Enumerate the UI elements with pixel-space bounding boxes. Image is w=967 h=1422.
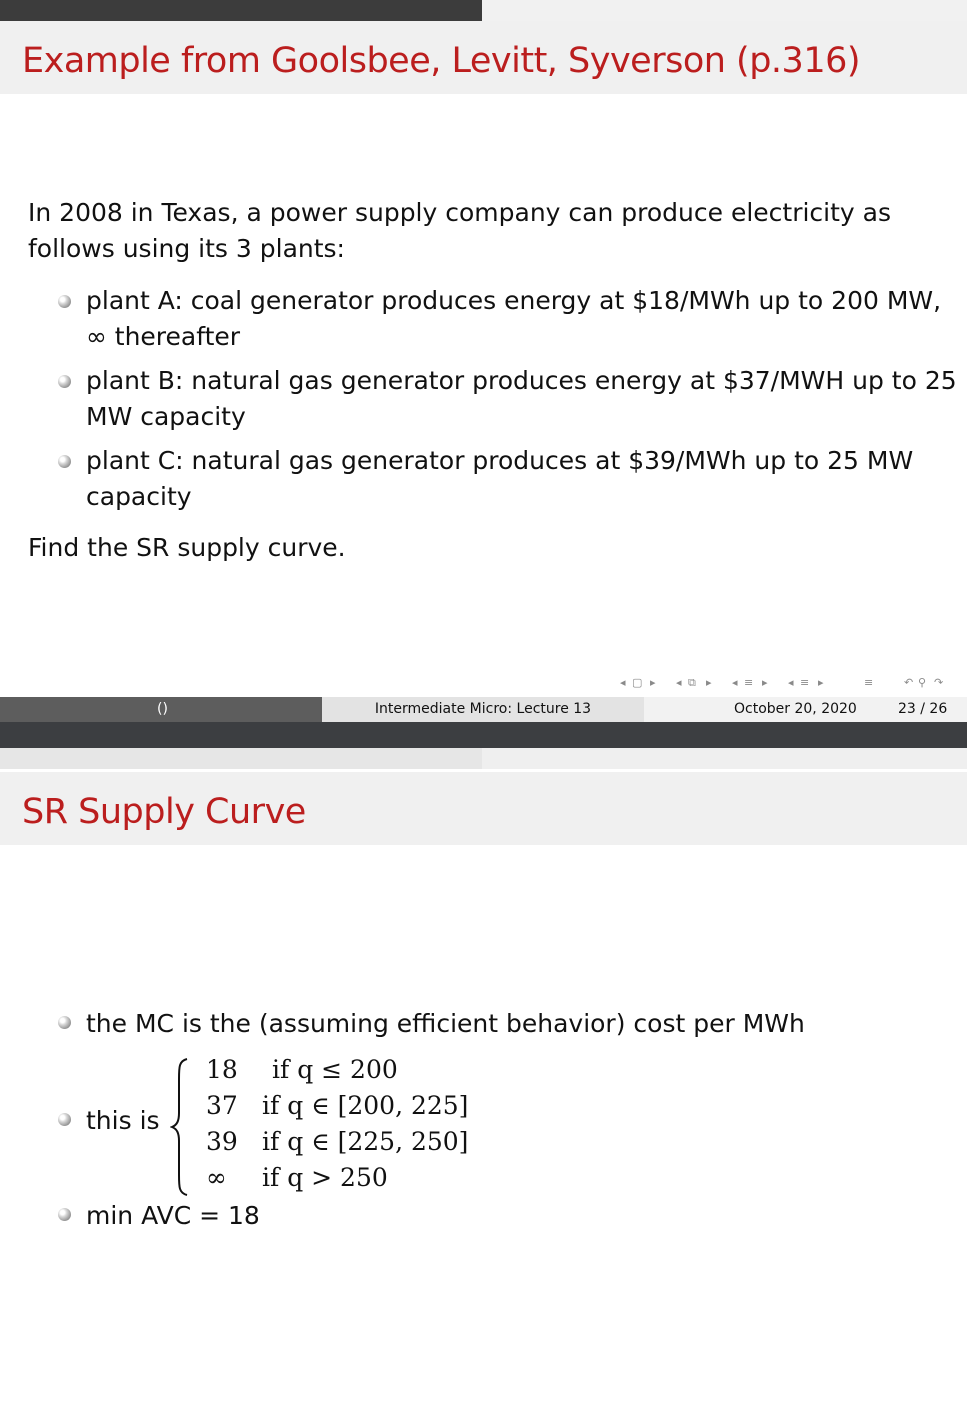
nav-prev-icon[interactable]: ◂: [620, 676, 626, 689]
nav-prev-icon[interactable]: ◂: [788, 676, 794, 689]
top-bar-light: [482, 0, 967, 21]
beamer-navigation[interactable]: [620, 676, 960, 692]
footer-date-page: [644, 697, 967, 722]
nav-next-icon[interactable]: ▸: [818, 676, 824, 689]
slide-separator: [0, 722, 967, 748]
back-icon[interactable]: ↶: [904, 676, 914, 689]
slide-24: [0, 748, 967, 1422]
footer-date: October 20, 2020: [734, 701, 857, 717]
list-item: this is: [58, 1106, 160, 1135]
toc-icon[interactable]: ≡: [864, 676, 874, 689]
slide-title: SR Supply Curve: [22, 792, 306, 832]
nav-next-icon[interactable]: ▸: [762, 676, 768, 689]
list-item: plant C: natural gas generator produces at $39/MWh up to 25 MW capacity: [58, 443, 958, 515]
slide-top-bar: [0, 0, 967, 21]
nav-prev-icon[interactable]: ◂: [676, 676, 682, 689]
question-text: Find the SR supply curve.: [28, 533, 346, 562]
bullet-icon: [58, 1016, 71, 1029]
top-bar-dark: [0, 748, 482, 769]
nav-next-icon[interactable]: ▸: [706, 676, 712, 689]
slide-footer: [0, 697, 967, 722]
bullet-icon: [58, 455, 71, 468]
title-bar: [0, 21, 967, 94]
top-bar-light: [482, 748, 967, 769]
slide-top-bar: [0, 748, 967, 769]
nav-prev-icon[interactable]: ◂: [732, 676, 738, 689]
subsection-icon[interactable]: ⧉: [688, 676, 696, 689]
frame-icon[interactable]: ▢: [632, 676, 643, 689]
search-icon[interactable]: ⚲: [918, 676, 927, 689]
bullet-icon: [58, 295, 71, 308]
bullet-icon: [58, 1113, 71, 1126]
title-bar: [0, 772, 967, 845]
footer-author: (): [0, 697, 322, 722]
list-item: the MC is the (assuming efficient behavior) cost per MWh: [58, 1009, 805, 1038]
intro-text: In 2008 in Texas, a power supply company can produce electricity as follows using its 3 plants:: [28, 198, 892, 263]
footer-course: Intermediate Micro: Lecture 13: [322, 697, 644, 722]
nav-next-icon[interactable]: ▸: [650, 676, 656, 689]
document-icon[interactable]: ≡: [800, 676, 810, 689]
top-bar-dark: [0, 0, 482, 21]
slide-title: Example from Goolsbee, Levitt, Syverson (p.316): [22, 41, 861, 81]
list-item: plant A: coal generator produces energy at $18/MWh up to 200 MW, ∞ thereafter: [58, 283, 958, 355]
bullet-icon: [58, 1208, 71, 1221]
list-item: min AVC = 18: [58, 1201, 260, 1230]
bullet-icon: [58, 375, 71, 388]
left-brace-icon: [170, 1057, 190, 1197]
list-item: plant B: natural gas generator produces energy at $37/MWH up to 25 MW capacity: [58, 363, 958, 435]
forward-icon[interactable]: ↷: [934, 676, 944, 689]
section-icon[interactable]: ≡: [744, 676, 754, 689]
footer-page: 23 / 26: [898, 701, 948, 717]
plant-list: [58, 283, 958, 523]
